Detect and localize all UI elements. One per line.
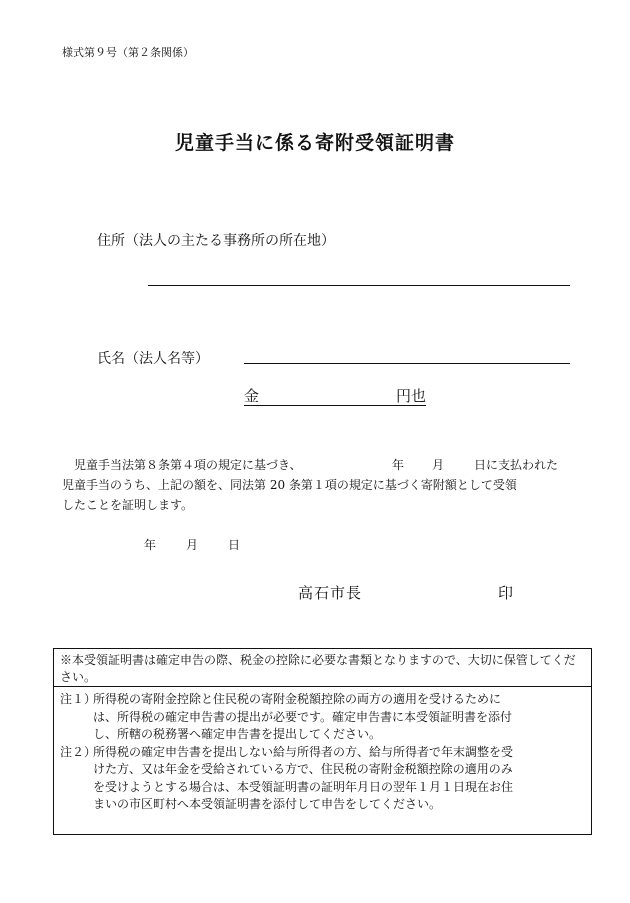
- name-label: 氏名（法人名等）: [97, 351, 209, 367]
- note-line: し、所轄の税務署へ確定申告書を提出してください。: [93, 727, 382, 741]
- important-note: ※本受領証明書は確定申告の際、税金の控除に必要な書類となりますので、大切に保管してください。: [54, 649, 591, 687]
- address-label: 住所（法人の主たる事務所の所在地）: [97, 233, 335, 249]
- note-line: けた方、又は年金を受給されている方で、住民税の寄附金税額控除の適用のみ: [93, 762, 513, 776]
- notes-box: [53, 648, 592, 835]
- amount-suffix: 円也: [395, 387, 426, 405]
- note-item: [60, 744, 585, 814]
- form-number: 様式第９号（第２条関係）: [62, 46, 194, 59]
- body-line1-day: 日に支払われた: [474, 458, 559, 472]
- note-line: を受けようとする場合は、本受領証明書の証明年月日の翌年１月１日現在お住: [93, 779, 514, 794]
- issue-date-day: 日: [228, 538, 241, 552]
- issue-date-month: 月: [186, 538, 199, 552]
- name-field-line[interactable]: [244, 363, 570, 364]
- body-line1-year: 年: [392, 458, 405, 472]
- note-line: まいの市区町村へ本受領証明書を添付して申告をしてください。: [93, 797, 442, 811]
- body-line3: したことを証明します。: [62, 498, 194, 512]
- note-line: 所得税の確定申告書を提出しない給与所得者の方、給与所得者で年末調整を受: [93, 744, 514, 759]
- note-mark: 注１）: [60, 692, 97, 706]
- amount-field[interactable]: [244, 385, 426, 406]
- amount-prefix: 金: [244, 387, 260, 405]
- note-line: は、所得税の確定申告書の提出が必要です。確定申告書に本受領証明書を添付: [93, 709, 513, 724]
- body-line1-month: 月: [432, 458, 445, 472]
- body-line2: 児童手当のうち、上記の額を、同法第 20 条第１項の規定に基づく寄附額として受領: [62, 478, 517, 492]
- body-line1-text: 児童手当法第８条第４項の規定に基づき、: [62, 458, 302, 472]
- note-line: 所得税の寄附金控除と住民税の寄附金税額控除の両方の適用を受けるために: [93, 692, 502, 706]
- note-item: [60, 691, 585, 744]
- seal-mark: 印: [498, 584, 514, 602]
- page-title: 児童手当に係る寄附受領証明書: [174, 132, 455, 154]
- note-mark: 注２）: [60, 744, 97, 759]
- issue-date-year: 年: [144, 538, 157, 552]
- certification-paragraph: [62, 455, 576, 515]
- issuer-name: 高石市長: [298, 584, 363, 602]
- address-field-line[interactable]: [148, 285, 570, 286]
